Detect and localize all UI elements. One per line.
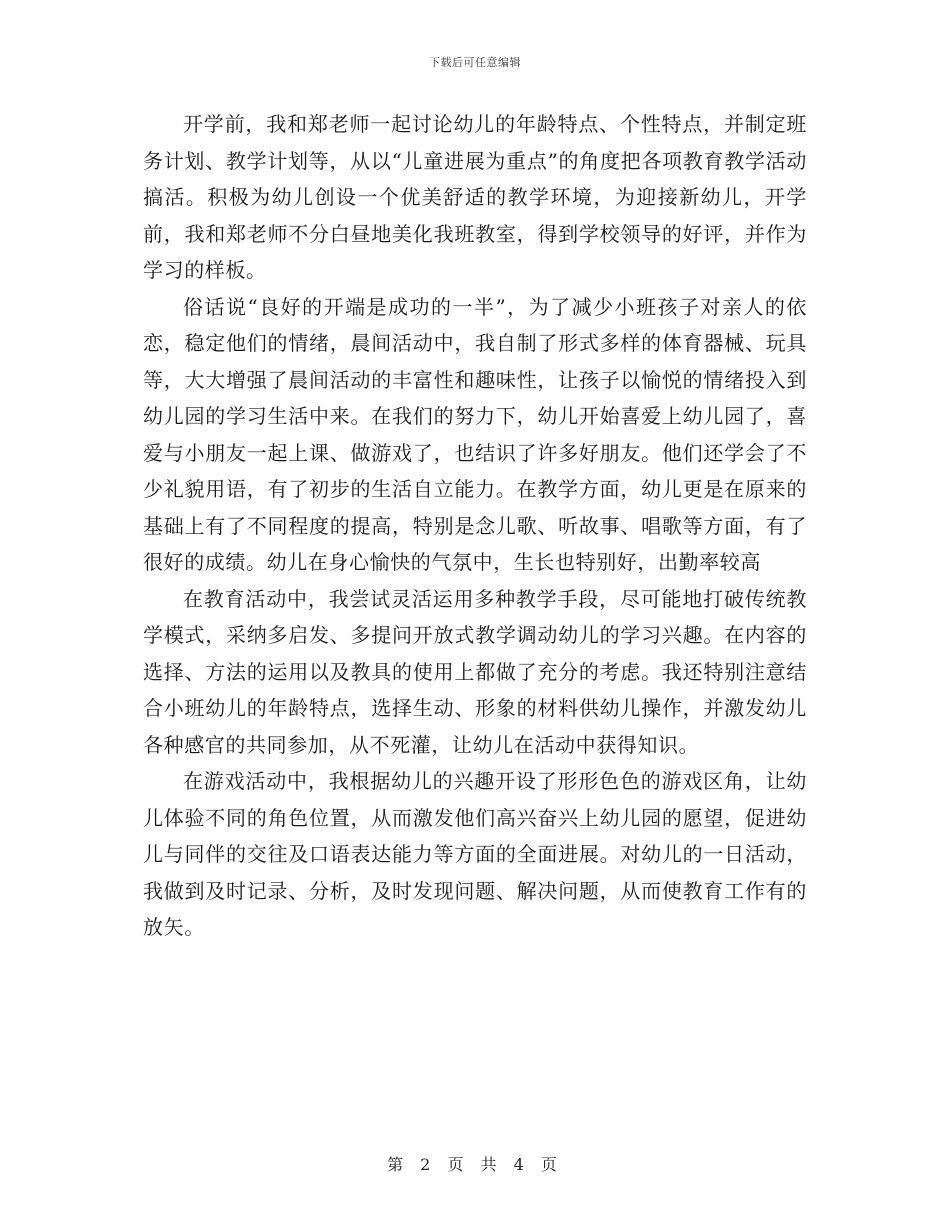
paragraph-4: 在游戏活动中，我根据幼儿的兴趣开设了形形色色的游戏区角，让幼儿体验不同的角色位置，从而激发他们高兴奋兴上幼儿园的愿望，促进幼儿与同伴的交往及口语表达能力等方面的全面进展。对幼儿的一日活动，我做到及时记录、分析，及时发现问题、解决问题，从而使教育工作有的放矢。 [143, 769, 807, 939]
paragraph-3: 在教育活动中，我尝试灵活运用多种教学手段，尽可能地打破传统教学模式，采纳多启发、多提问开放式教学调动幼儿的学习兴趣。在内容的选择、方法的运用以及教具的使用上都做了充分的考虑。我还特别注意结合小班幼儿的年龄特点，选择生动、形象的材料供幼儿操作，并激发幼儿各种感官的共同参加，从不死灌，让幼儿在活动中获得知识。 [143, 586, 807, 757]
page-number-footer: 第 2 页 共 4 页 [387, 1155, 563, 1174]
paragraph-1: 开学前，我和郑老师一起讨论幼儿的年龄特点、个性特点，并制定班务计划、教学计划等，从以“儿童进展为重点”的角度把各项教育教学活动搞活。积极为幼儿创设一个优美舒适的教学环境，为迎接新幼儿，开学前，我和郑老师不分白昼地美化我班教室，得到学校领导的好评，并作为学习的样板。 [143, 112, 807, 282]
paragraph-2: 俗话说“良好的开端是成功的一半”，为了减少小班孩子对亲人的依恋，稳定他们的情绪，晨间活动中，我自制了形式多样的体育器械、玩具等，大大增强了晨间活动的丰富性和趣味性，让孩子以愉悦的情绪投入到幼儿园的学习生活中来。在我们的努力下，幼儿开始喜爱上幼儿园了，喜爱与小朋友一起上课、做游戏了，也结识了许多好朋友。他们还学会了不少礼貌用语，有了初步的生活自立能力。在教学方面，幼儿更是在原来的基础上有了不同程度的提高，特别是念儿歌、听故事、唱歌等方面，有了很好的成绩。幼儿在身心愉快的气氛中，生长也特别好，出勤率较高 [143, 294, 807, 574]
page-header: 下载后可任意编辑 [429, 56, 521, 69]
document-body [143, 106, 807, 946]
